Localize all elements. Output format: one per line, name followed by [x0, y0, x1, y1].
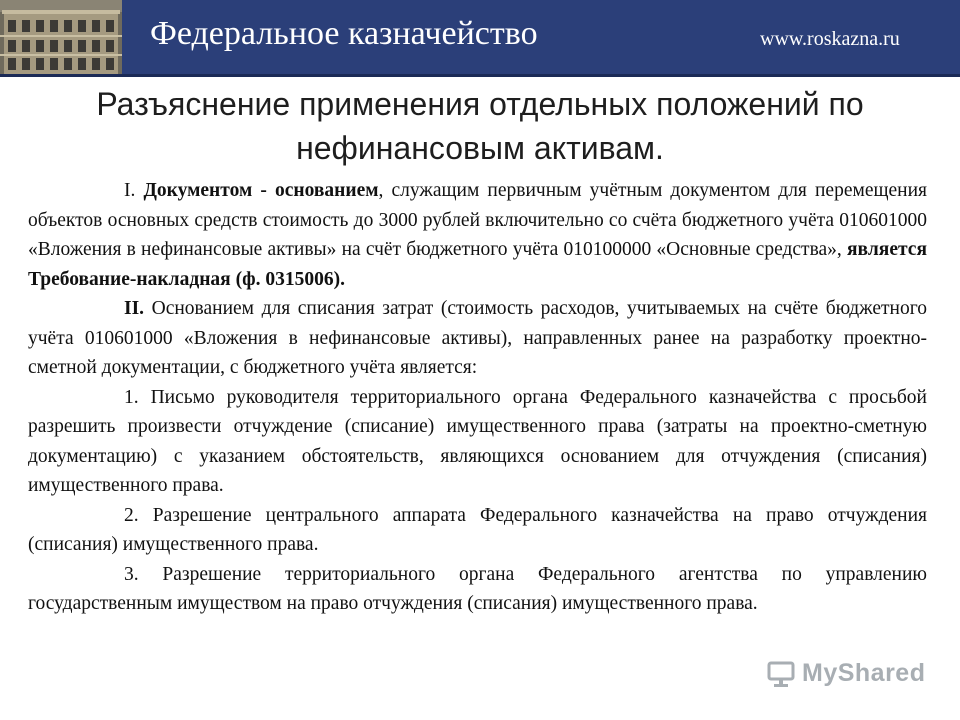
section-2-paragraph [28, 294, 927, 383]
header-banner [0, 0, 960, 77]
section-2-numeral: II. [124, 298, 145, 319]
section-1-conclusion: является Требование-накладная (ф. 0315006). [28, 239, 927, 290]
organization-name: Федеральное казначейство [150, 15, 538, 52]
watermark [766, 656, 925, 690]
building-photo [0, 0, 122, 74]
presentation-icon [766, 658, 796, 688]
watermark-text: MyShared [802, 658, 926, 687]
body-text [28, 176, 927, 619]
section-1-dot: . [130, 180, 136, 201]
section-1-term: Документом - основанием [143, 180, 379, 201]
site-url[interactable]: www.roskazna.ru [760, 28, 900, 50]
section-1-paragraph [28, 176, 927, 294]
list-item-3: 3. Разрешение территориального органа Федерального агентства по управлению государственным имуществом на право отчуждения (списания) имущественного права. [28, 563, 927, 614]
section-1-numeral: I [124, 180, 131, 201]
page-title [20, 82, 940, 170]
list-item-2: 2. Разрешение центрального аппарата Федерального казначейства на право отчуждения (списания) имущественного права. [28, 504, 927, 555]
section-1-text: , служащим первичным учётным документом для перемещения объектов основных средств стоимость до 3000 рублей включительно со счёта бюджетного учёта 010601000 «Вложения в нефинансовые активы» на счёт бюджетного учёта 010100000 «Основные средства», [28, 180, 927, 260]
page-title-line-2: нефинансовым активам. [296, 130, 664, 166]
page-title-line-1: Разъяснение применения отдельных положений по [96, 86, 864, 122]
section-2-text: Основанием для списания затрат (стоимость расходов, учитываемых на счёте бюджетного учёта 010601000 «Вложения в нефинансовые активы), направленных ранее на разработку проектно-сметной документации, с бюджетного учёта является: [28, 298, 927, 378]
list-item-1: 1. Письмо руководителя территориального органа Федерального казначейства с просьбой разрешить произвести отчуждение (списание) имущественного права (затраты на проектно-сметную документацию) с указанием обстоятельств, являющихся основанием для отчуждения (списания) имущественного права. [28, 386, 927, 496]
